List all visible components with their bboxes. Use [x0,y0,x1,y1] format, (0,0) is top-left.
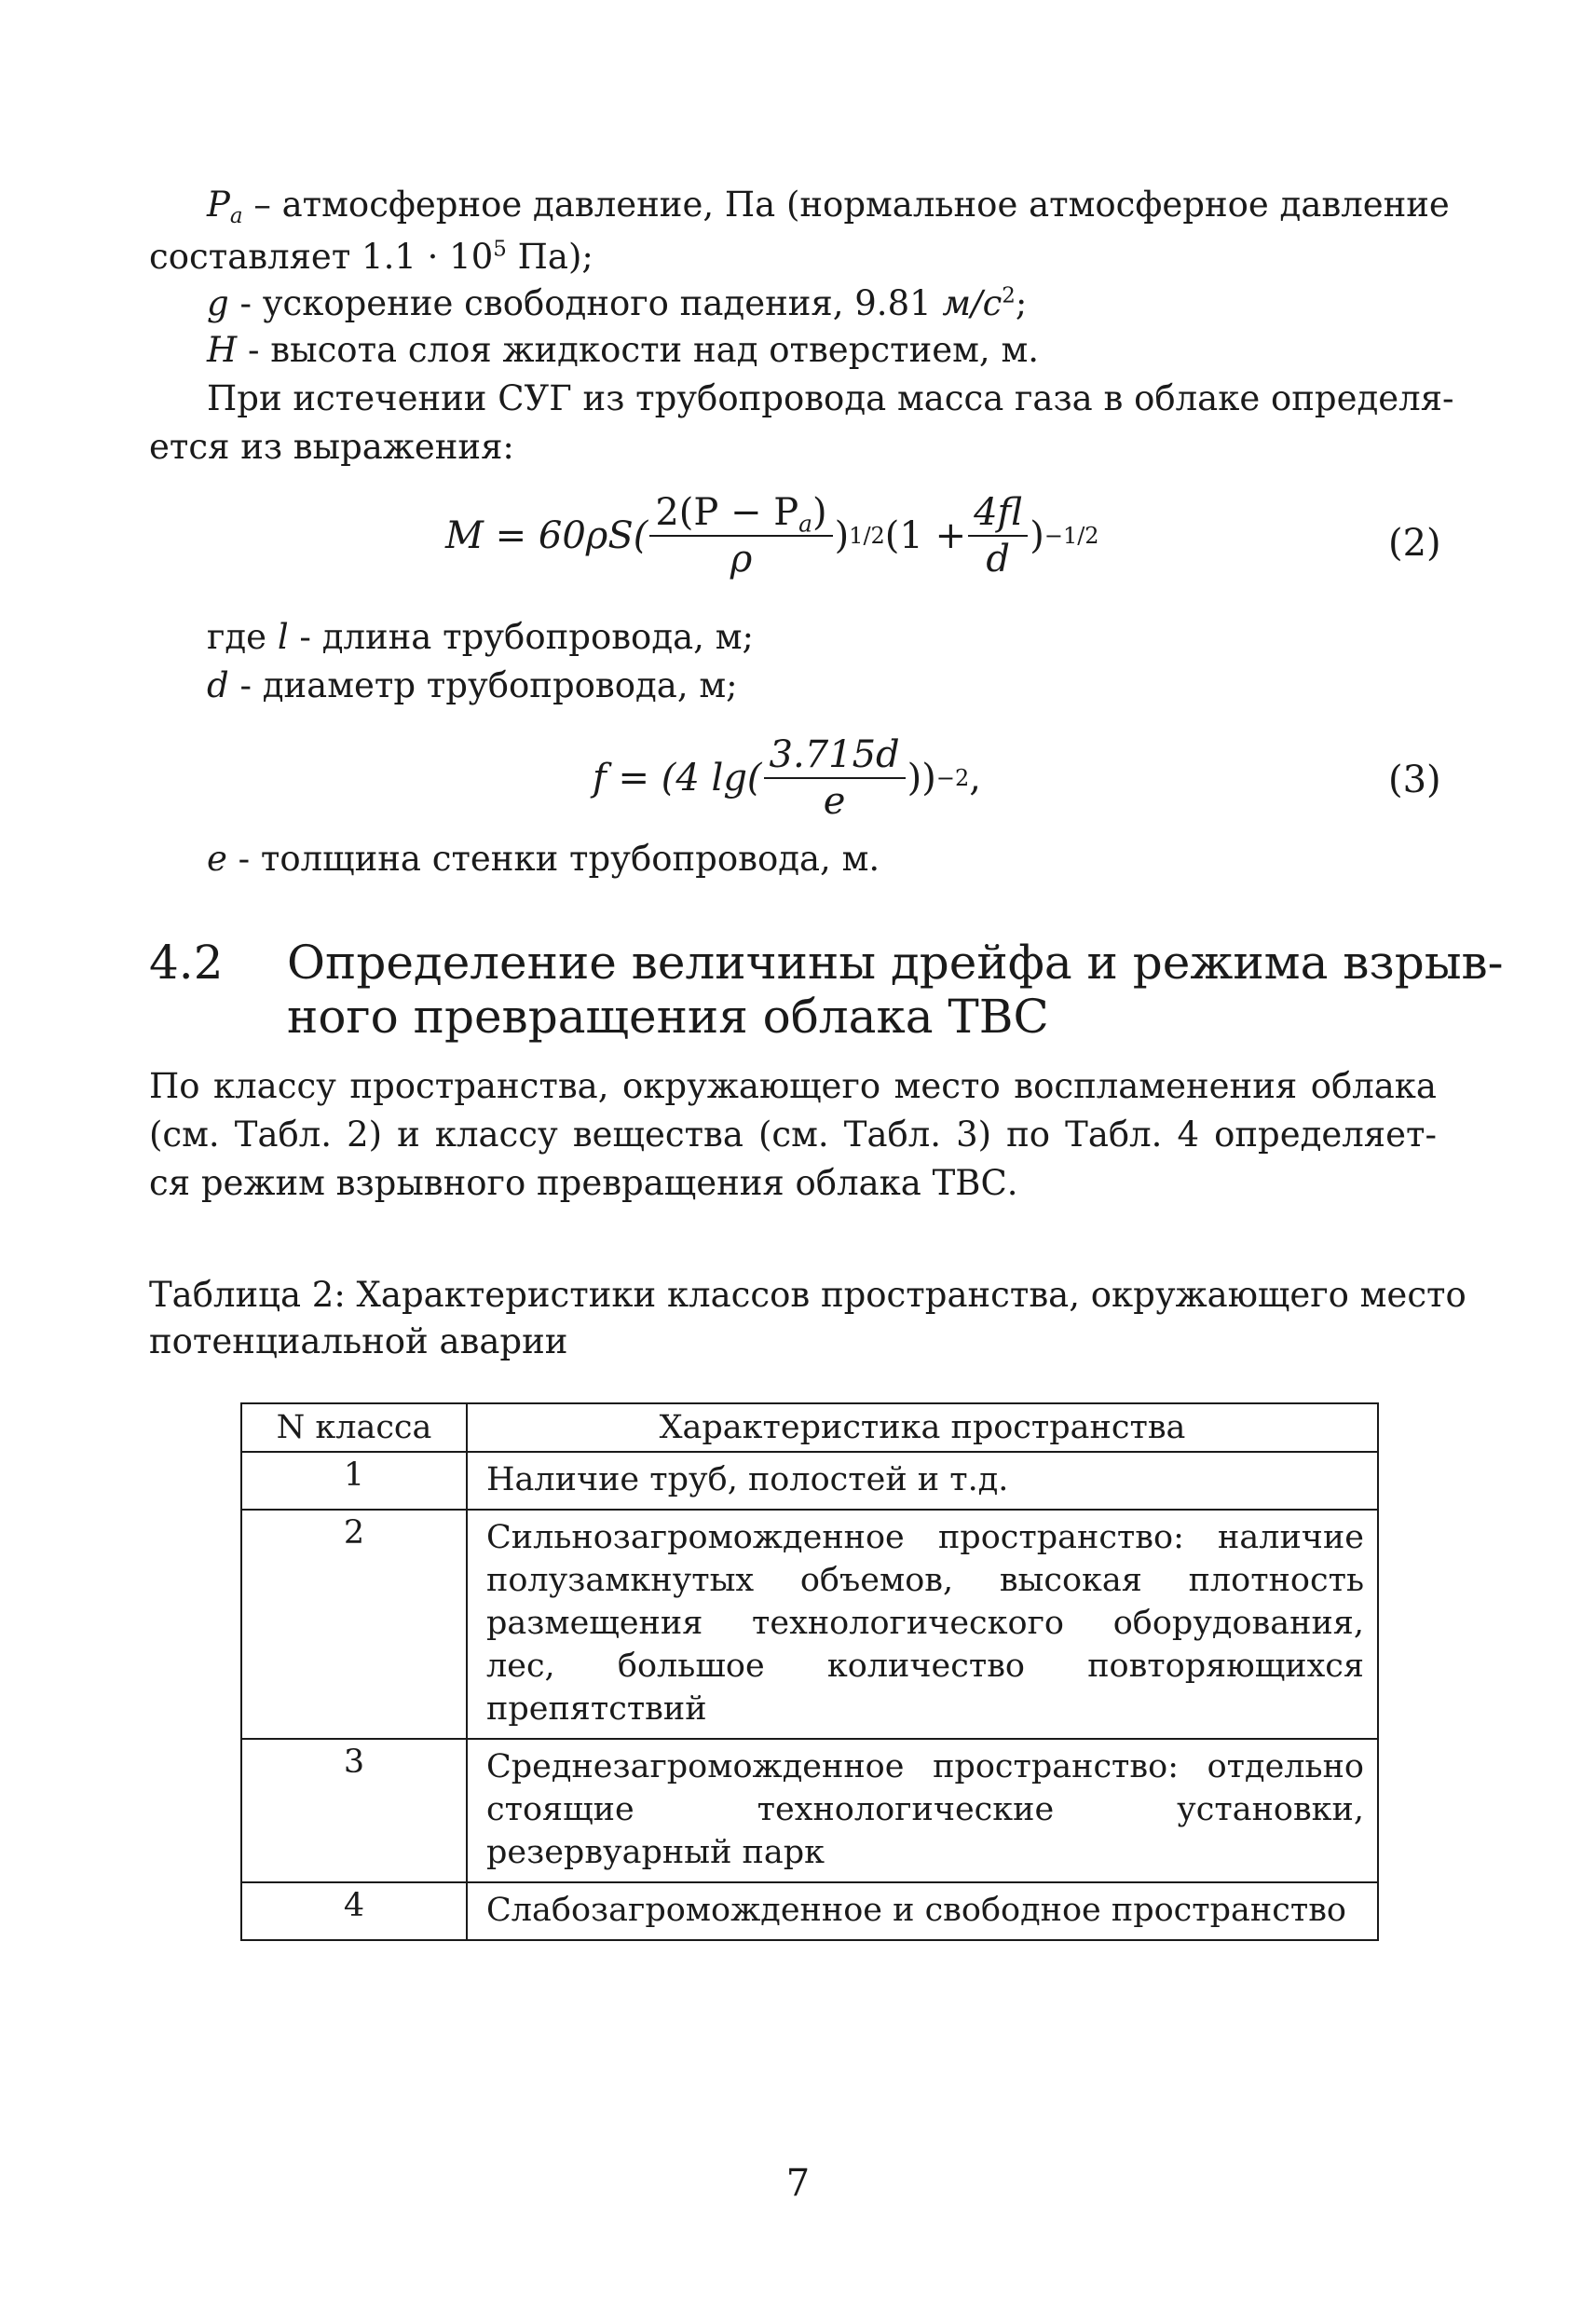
fraction2-numerator: 4fl [968,492,1028,537]
formula-3-fraction [764,734,906,822]
symbol-h: H [207,330,238,370]
row-description: Наличие труб, полостей и т.д. [467,1452,1378,1510]
definition-l-text: - длина трубопровода, м; [288,617,754,657]
formula-2-exp1: 1/2 [849,523,885,549]
section-paragraph-line1: По классу пространства, окружающего место воспламенения облака [149,1066,1437,1106]
definition-h [207,328,1039,373]
formula-3-tail: , [969,757,981,800]
punctuation: ; [1015,283,1028,323]
formula-2-end: ) [1030,514,1044,557]
formula-2-exp2: −1/2 [1044,523,1099,549]
unit-exponent: 2 [1002,283,1016,308]
definition-pa-line1 [207,183,1450,228]
definition-e-text: - толщина стенки трубопровода, м. [226,839,880,879]
definition-pa-line2 [149,235,593,280]
formula-3-end: )) [907,757,936,800]
row-description: Сильнозагроможденное пространство: наличие полузамкнутых объемов, высокая плотность размещения технологического оборудования, лес, большое количество повторяющихся препятствий [467,1510,1378,1739]
section-paragraph-line3: ся режим взрывного превращения облака ТВС. [149,1163,1018,1203]
table-caption-line1: Таблица 2: Характеристики классов пространства, окружающего место [149,1275,1466,1315]
section-number: 4.2 [149,936,224,990]
table-row [241,1510,1378,1739]
fraction2-denominator: d [986,538,1010,581]
formula-3-lhs: f = (4 lg( [593,757,762,800]
formula-3-exp: −2 [935,765,970,791]
table-header-row [241,1403,1378,1452]
row-description: Слабозагроможденное и свободное пространство [467,1882,1378,1940]
section-title-line1: Определение величины дрейфа и режима взрыв- [287,936,1504,990]
formula-3 [593,727,981,829]
symbol-g: g [207,283,229,323]
subscript-a: a [229,203,243,228]
space-class-table [240,1402,1379,1941]
formula-2-lhs: M = 60ρS( [445,514,648,557]
row-class-number: 1 [241,1452,467,1510]
table-row [241,1739,1378,1882]
row-class-number: 4 [241,1882,467,1940]
exponent: 5 [493,237,507,262]
symbol-d: d [207,665,229,705]
definition-l [207,615,754,660]
intro-line2: ется из выражения: [149,427,514,467]
definition-h-text: - высота слоя жидкости над отверстием, м. [237,330,1039,370]
definition-d [207,663,738,708]
definition-pa-text2: составляет 1.1 · 10 [149,237,494,277]
section-paragraph-line2: (см. Табл. 2) и классу вещества (см. Табл. 3) по Табл. 4 определяет- [149,1114,1437,1155]
intro-line1: При истечении СУГ из трубопровода масса газа в облаке определя- [207,378,1454,418]
page-number: 7 [785,2162,811,2205]
row-description: Среднезагроможденное пространство: отдельно стоящие технологические установки, резервуарный парк [467,1739,1378,1882]
fraction1-numerator: 2(P − P [655,491,799,534]
symbol-p: P [207,185,230,225]
symbol-l: l [277,617,289,657]
header-class-number: N класса [241,1403,467,1452]
section-title-line2: ного превращения облака ТВС [287,990,1049,1044]
definition-pa-text: – атмосферное давление, Па (нормальное атмосферное давление [242,185,1450,225]
formula-2-mid: ) [834,514,850,557]
equation-number-3: (3) [1388,759,1441,801]
unit: м/с [942,283,1003,323]
definition-d-text: - диаметр трубопровода, м; [228,665,738,705]
where-word: где [207,617,278,657]
table-row [241,1882,1378,1940]
fraction1-subscript: a [798,510,812,538]
header-space-characteristic: Характеристика пространства [467,1403,1378,1452]
formula-2 [445,485,1099,587]
fraction1-denominator: ρ [730,538,753,581]
row-class-number: 2 [241,1510,467,1739]
formula-2-fraction2 [968,492,1028,580]
table-row [241,1452,1378,1510]
symbol-e: e [207,839,227,879]
formula-2-mid2: (1 + [884,514,967,557]
fraction1-close: ) [812,491,827,534]
definition-g-text: - ускорение свободного падения, 9.81 [228,283,943,323]
fraction3-denominator: e [823,780,846,823]
definition-pa-text3: Па); [506,237,593,277]
equation-number-2: (2) [1388,522,1441,565]
row-class-number: 3 [241,1739,467,1882]
table-caption-line2: потенциальной аварии [149,1321,568,1361]
fraction3-numerator: 3.715d [764,734,906,779]
formula-2-fraction1 [649,492,832,580]
definition-g [207,281,1027,326]
definition-e [207,837,880,882]
